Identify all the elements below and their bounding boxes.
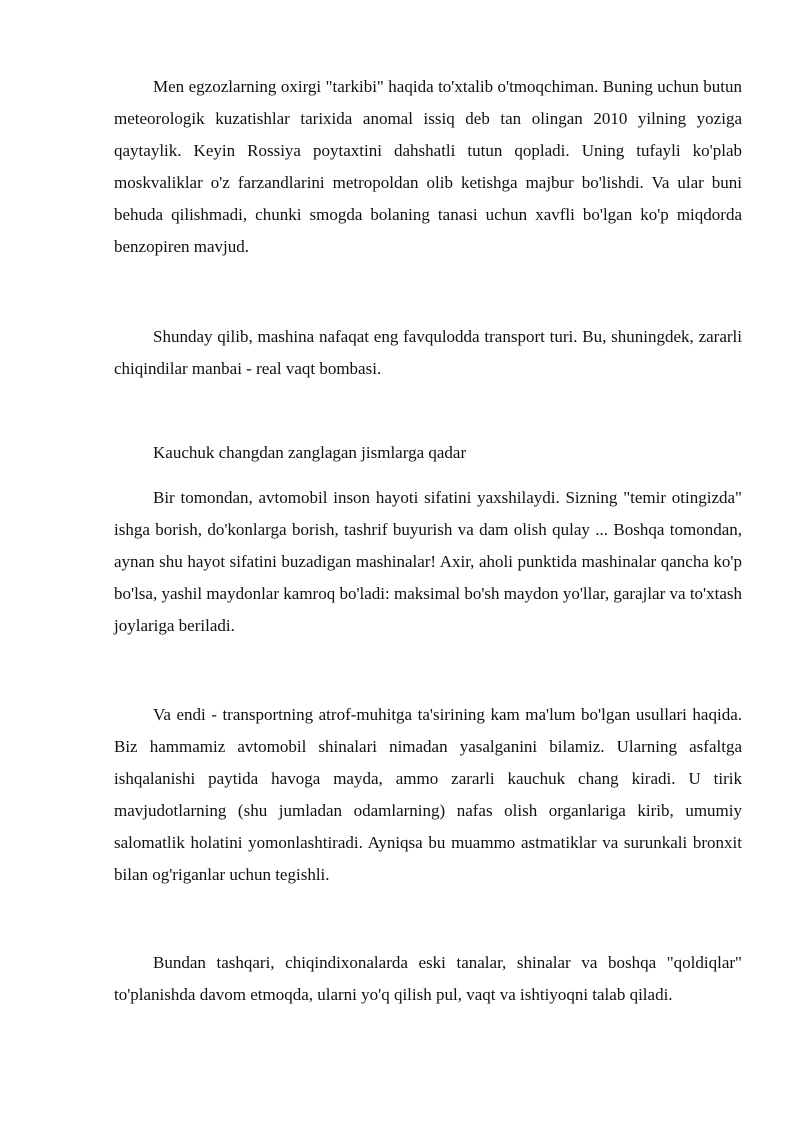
paragraph-landfills: Bundan tashqari, chiqindixonalarda eski tanalar, shinalar va boshqa "qoldiqlar" to'planishda davom etmoqda, ularni yo'q qilish pul, vaqt va ishtiyoqni talab qiladi. [114,953,742,1004]
paragraph-exhaust-composition: Men egzozlarning oxirgi "tarkibi" haqida to'xtalib o'tmoqchiman. Buning uchun butun meteorologik kuzatishlar tarixida anomal issiq deb tan olingan 2010 yilning yoziga qaytaylik. Keyin Rossiya poytaxtini dahshatli tutun qopladi. Uning tufayli ko'plab moskvaliklar o'z farzandlarini metropoldan olib ketishga majbur bo'lishdi. Va ular buni behuda qilishmadi, chunki smogda bolaning tanasi uchun xavfli bo'lgan ko'p miqdorda benzopiren mavjud. [114,77,742,256]
paragraph-rubber-dust: Va endi - transportning atrof-muhitga ta'sirining kam ma'lum bo'lgan usullari haqida. Biz hammamiz avtomobil shinalari nimadan yasalganini bilamiz. Ularning asfaltga ishqalanishi paytida havoga mayda, ammo zararli kauchuk chang kiradi. U tirik mavjudotlarning (shu jumladan odamlarning) nafas olish organlariga kirib, umumiy salomatlik holatini yomonlashtiradi. Ayniqsa bu muammo astmatiklar va surunkali bronxit bilan og'riganlar uchun tegishli. [114,705,742,884]
section-heading: Kauchuk changdan zanglagan jismlarga qadar [153,443,467,462]
paragraph-quality-of-life: Bir tomondan, avtomobil inson hayoti sifatini yaxshilaydi. Sizning "temir otingizda" ishga borish, do'konlarga borish, tashrif buyurish va dam olish qulay ... Boshqa tomondan, aynan shu hayot sifatini buzadigan mashinalar! Axir, aholi punktida mashinalar qancha ko'p bo'lsa, yashil maydonlar kamroq bo'ladi: maksimal bo'sh maydon yo'llar, garajlar va to'xtash joylariga beriladi. [114,488,742,635]
paragraph-time-bomb: Shunday qilib, mashina nafaqat eng favqulodda transport turi. Bu, shuningdek, zararli chiqindilar manbai - real vaqt bombasi. [114,327,742,378]
